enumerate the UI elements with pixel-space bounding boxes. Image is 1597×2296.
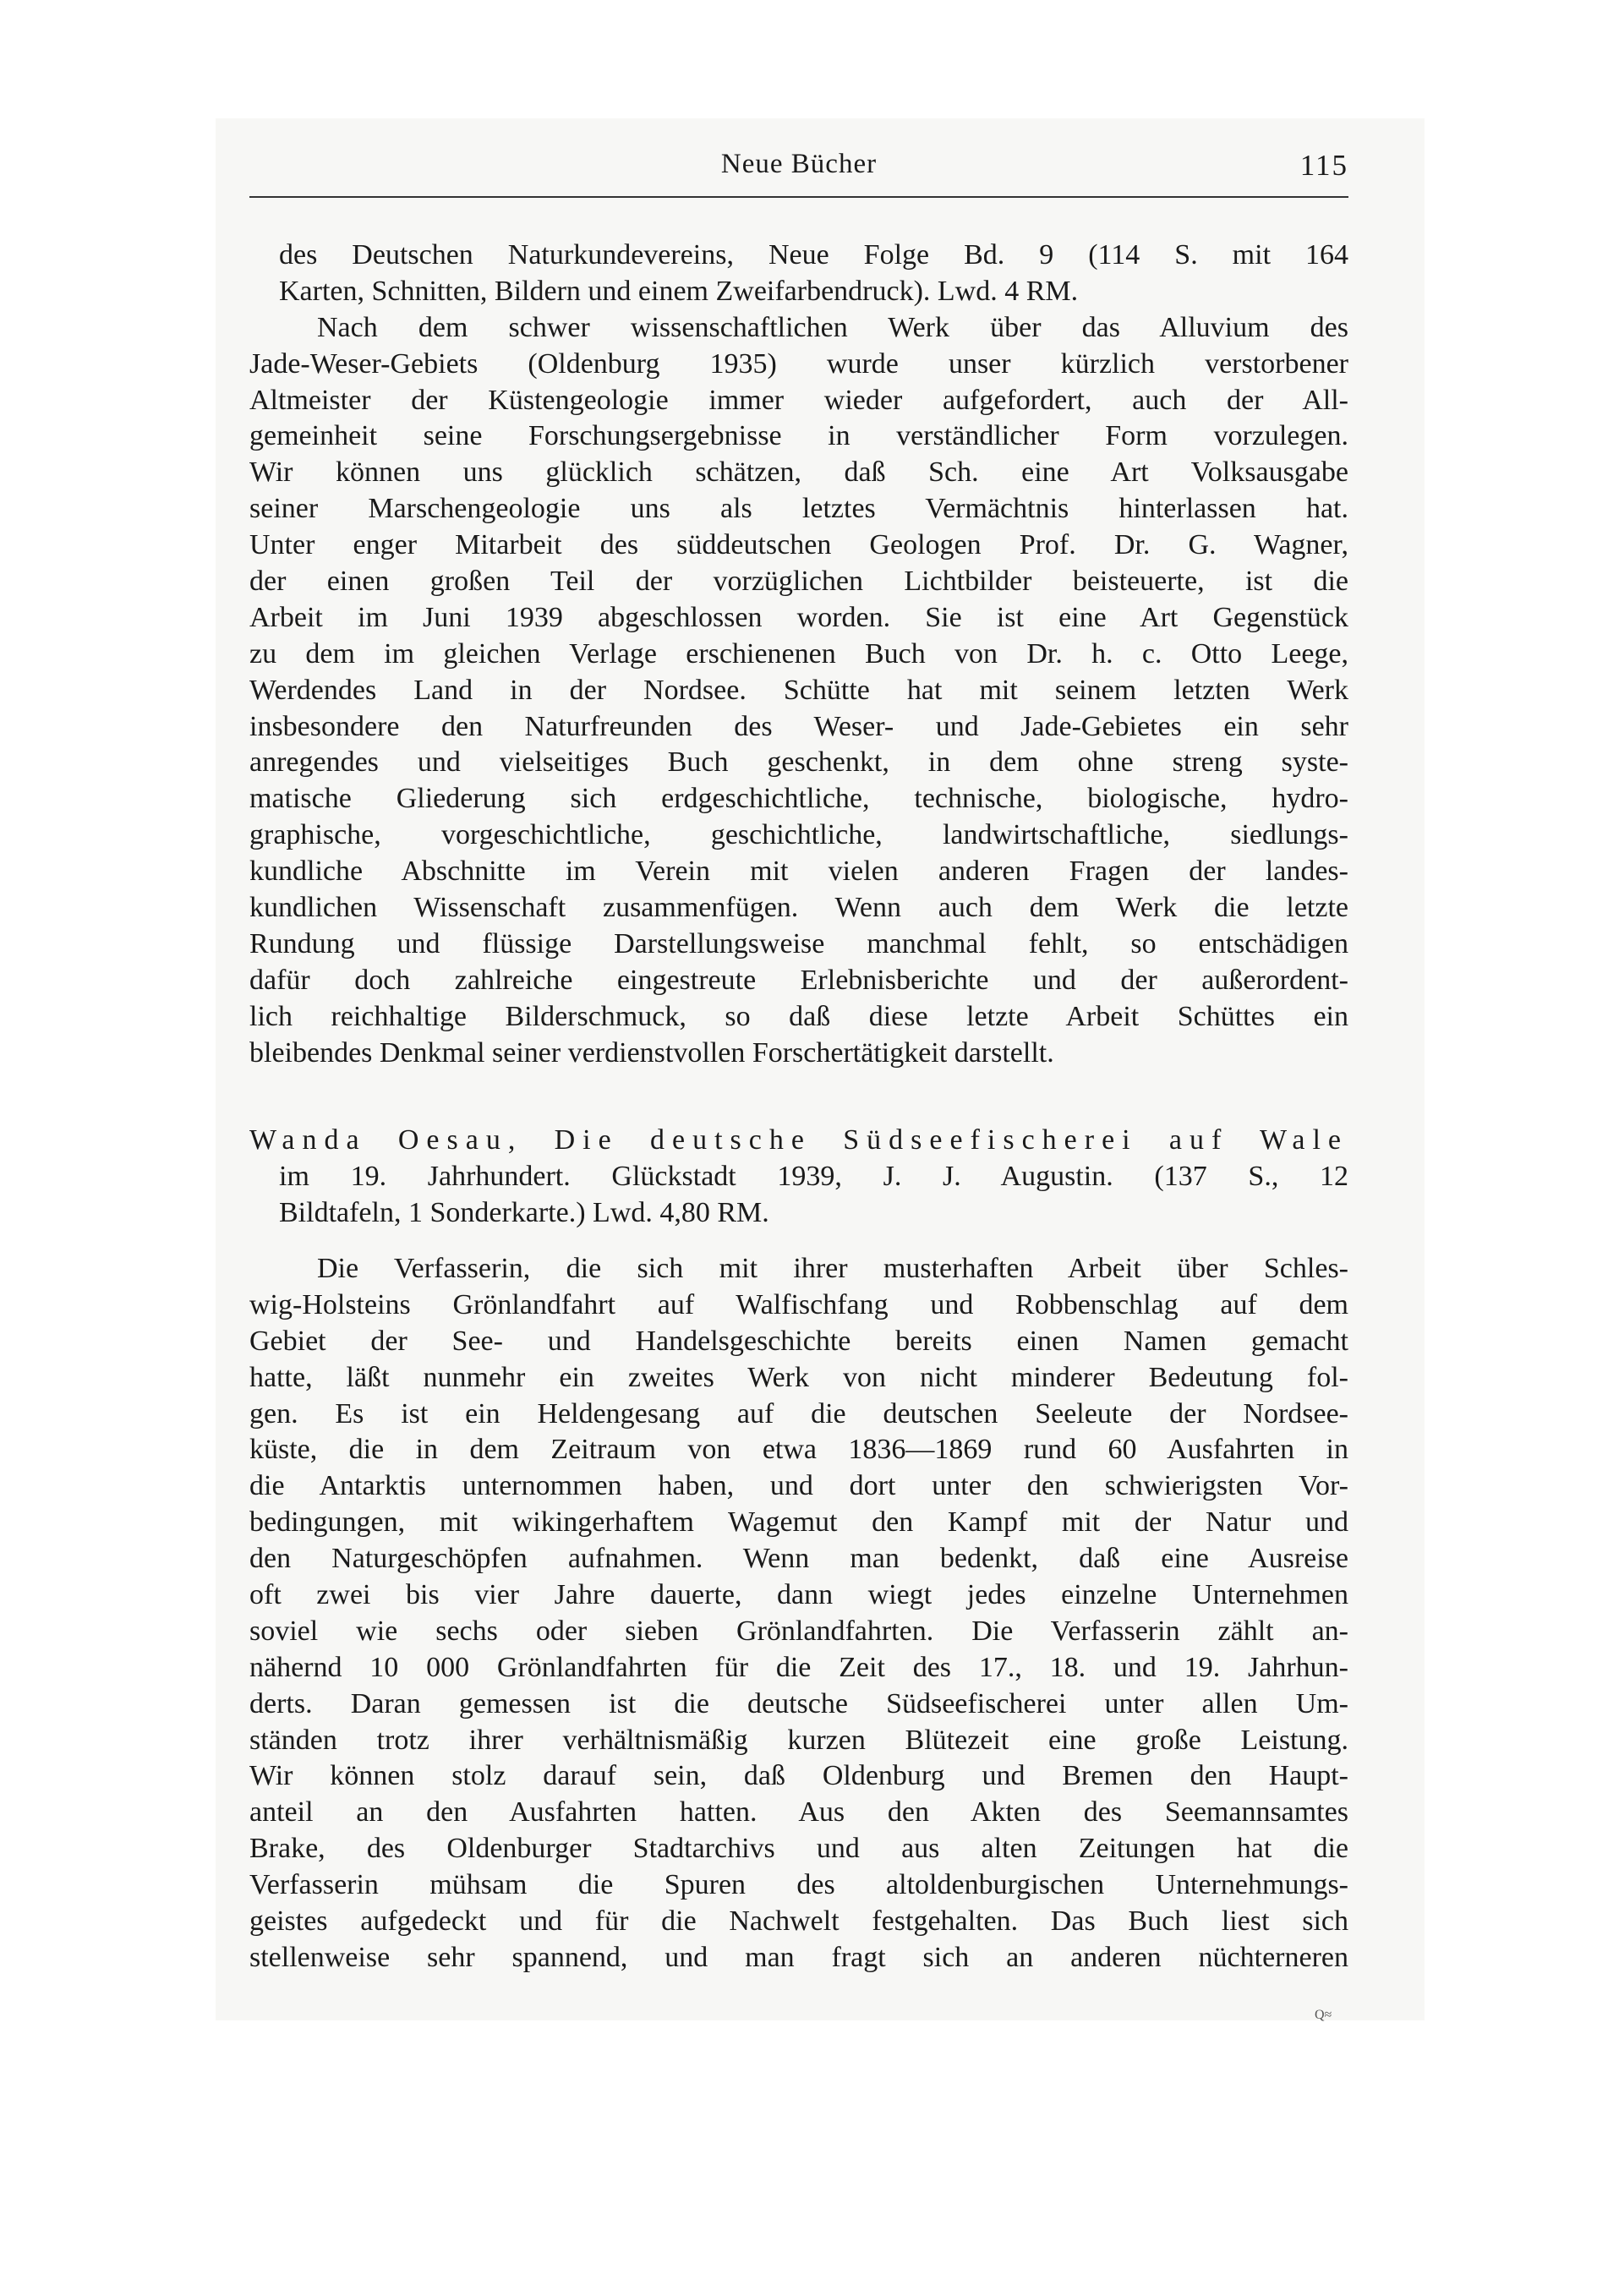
page-number: 115 [1299, 149, 1348, 182]
text-line: Altmeister der Küstengeologie immer wieder aufgefordert, auch der All- [249, 384, 1348, 416]
text-line: Unter enger Mitarbeit des süddeutschen Geologen Prof. Dr. G. Wagner, [249, 529, 1348, 561]
text-line: der einen großen Teil der vorzüglichen Lichtbilder beisteuerte, ist die [249, 566, 1348, 598]
text-line: Wir können uns glücklich schätzen, daß Sch. eine Art Volksausgabe [249, 456, 1348, 489]
text-line: Rundung und flüssige Darstellungsweise manchmal fehlt, so entschädigen [249, 927, 1348, 959]
text-line: Verfasserin mühsam die Spuren des altoldenburgischen Unternehmungs- [249, 1869, 1348, 1901]
text-line: zu dem im gleichen Verlage erschienenen Buch von Dr. h. c. Otto Leege, [249, 637, 1348, 670]
text-line: stellenweise sehr spannend, und man fragt sich an anderen nüchterneren [249, 1941, 1348, 1973]
text-line: geistes aufgedeckt und für die Nachwelt festgehalten. Das Buch liest sich [249, 1905, 1348, 1938]
text-line: lich reichhaltige Bilderschmuck, so daß diese letzte Arbeit Schüttes ein [249, 1000, 1348, 1032]
text-line: anteil an den Ausfahrten hatten. Aus den Akten des Seemannsamtes [249, 1796, 1348, 1829]
text-line: kundlichen Wissenschaft zusammenfügen. Wenn auch dem Werk die letzte [249, 892, 1348, 924]
text-line: bedingungen, mit wikingerhaftem Wagemut den Kampf mit der Natur und [249, 1506, 1348, 1539]
text-line: ständen trotz ihrer verhältnismäßig kurzen Blütezeit eine große Leistung. [249, 1724, 1348, 1756]
text-line: insbesondere den Naturfreunden des Weser- und Jade-Gebietes ein sehr [249, 710, 1348, 742]
text-line: anregendes und vielseitiges Buch geschenkt, in dem ohne streng syste- [249, 746, 1348, 779]
text-line: gemeinheit seine Forschungsergebnisse in verständlicher Form vorzulegen. [249, 420, 1348, 452]
text-line: im 19. Jahrhundert. Glückstadt 1939, J. J. Augustin. (137 S., 12 [279, 1160, 1348, 1192]
text-line: Werdendes Land in der Nordsee. Schütte hat mit seinem letzten Werk [249, 674, 1348, 706]
text-line: graphische, vorgeschichtliche, geschichtliche, landwirtschaftliche, siedlungs- [249, 819, 1348, 851]
text-line: kundliche Abschnitte im Verein mit vielen anderen Fragen der landes- [249, 856, 1348, 888]
text-line: den Naturgeschöpfen aufnahmen. Wenn man bedenkt, daß eine Ausreise [249, 1543, 1348, 1575]
text-line: Arbeit im Juni 1939 abgeschlossen worden. Sie ist eine Art Gegenstück [249, 601, 1348, 633]
footer-mark: Q≈ [1315, 2008, 1332, 2022]
text-line: dafür doch zahlreiche eingestreute Erlebnisberichte und der außerordent- [249, 964, 1348, 996]
text-line: küste, die in dem Zeitraum von etwa 1836—1869 rund 60 Ausfahrten in [249, 1434, 1348, 1466]
text-line: Bildtafeln, 1 Sonderkarte.) Lwd. 4,80 RM. [279, 1196, 769, 1228]
book-entry-heading [249, 1123, 1348, 1232]
page-header [249, 145, 1348, 188]
text-line: Nach dem schwer wissenschaftlichen Werk über das Alluvium des [317, 311, 1348, 343]
text-line: seiner Marschengeologie uns als letztes Vermächtnis hinterlassen hat. [249, 493, 1348, 525]
text-line: hatte, läßt nunmehr ein zweites Werk von nicht minderer Bedeutung fol- [249, 1361, 1348, 1393]
text-line: matische Gliederung sich erdgeschichtliche, technische, biologische, hydro- [249, 783, 1348, 815]
text-line: soviel wie sechs oder sieben Grönlandfahrten. Die Verfasserin zählt an- [249, 1615, 1348, 1647]
text-line: gen. Es ist ein Heldengesang auf die deutschen Seeleute der Nordsee- [249, 1397, 1348, 1430]
review-continuation-paragraph [249, 238, 1348, 1071]
text-line: oft zwei bis vier Jahre dauerte, dann wiegt jedes einzelne Unternehmen [249, 1579, 1348, 1611]
text-line: die Antarktis unternommen haben, und dort unter den schwierigsten Vor- [249, 1470, 1348, 1502]
text-line: Die Verfasserin, die sich mit ihrer musterhaften Arbeit über Schles- [317, 1253, 1348, 1284]
text-line: Brake, des Oldenburger Stadtarchivs und aus alten Zeitungen hat die [249, 1833, 1348, 1865]
review-paragraph [249, 1251, 1348, 1976]
text-line: Karten, Schnitten, Bildern und einem Zweifarbendruck). Lwd. 4 RM. [279, 275, 1079, 307]
text-line: des Deutschen Naturkundevereins, Neue Folge Bd. 9 (114 S. mit 164 [279, 239, 1348, 271]
text-line: wig-Holsteins Grönlandfahrt auf Walfischfang und Robbenschlag auf dem [249, 1288, 1348, 1320]
text-line: Gebiet der See- und Handelsgeschichte bereits einen Namen gemacht [249, 1325, 1348, 1357]
text-line: Wanda Oesau, Die deutsche Südseefischerei auf Wale [249, 1124, 1348, 1156]
text-line: Wir können stolz darauf sein, daß Oldenburg und Bremen den Haupt- [249, 1760, 1348, 1792]
text-line: nähernd 10 000 Grönlandfahrten für die Zeit des 17., 18. und 19. Jahrhun- [249, 1651, 1348, 1683]
text-line: bleibendes Denkmal seiner verdienstvollen Forschertätigkeit darstellt. [249, 1036, 1054, 1069]
running-title: Neue Bücher [720, 149, 878, 179]
text-line: derts. Daran gemessen ist die deutsche Südseefischerei unter allen Um- [249, 1687, 1348, 1719]
text-line: Jade-Weser-Gebiets (Oldenburg 1935) wurde unser kürzlich verstorbener [249, 347, 1348, 380]
header-rule [249, 196, 1348, 198]
